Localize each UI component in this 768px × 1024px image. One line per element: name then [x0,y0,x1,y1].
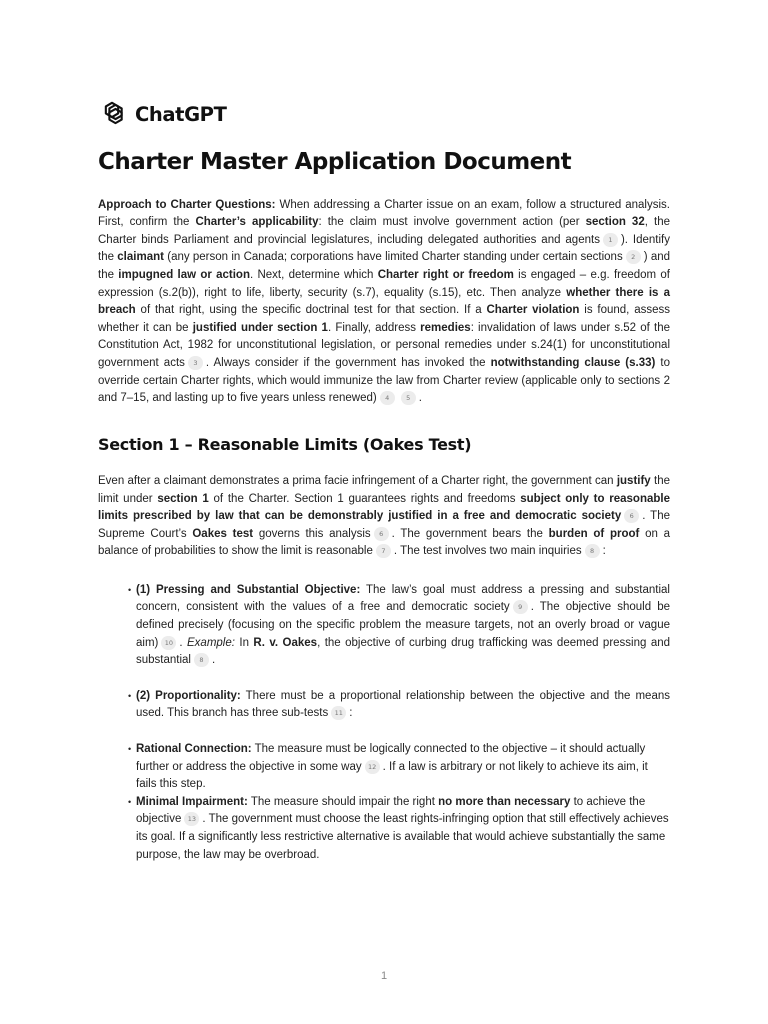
s1-bold: section 1 [157,492,209,505]
intro-text: of that right, using the specific doctrinal test for that section. If a [135,304,487,317]
intro-text: . Finally, address [327,321,421,334]
document-page [98,98,670,864]
intro-bold: justified under section 1 [192,321,328,334]
item-lead: (2) Proportionality: [136,689,241,702]
item-text: In [234,636,254,649]
openai-logo-icon [98,100,126,128]
intro-bold: Charter’s applicability [195,216,319,229]
intro-lead: Approach to Charter Questions: [98,198,276,211]
s1-text: governs this analysis [253,527,371,540]
item-bold: no more than necessary [438,795,571,808]
item-text: to achieve the objective [136,795,646,826]
intro-bold: Charter right or freedom [377,268,514,281]
item-text: : [349,707,353,720]
item-text: . [211,654,216,667]
item-text: The measure should impair the right [247,795,439,808]
footnote-badge[interactable]: 3 [188,356,203,370]
footnote-badge[interactable]: 11 [331,706,346,720]
intro-text: is found, assess whether it can be [98,304,670,334]
item-text: There must be a proportional relationship between the objective and the means used. This branch has three sub-tests [136,689,670,720]
proportionality-subtests-list [98,741,670,864]
intro-text: When addressing a Charter issue on an exam, follow a structured analysis. First, confirm the [98,198,670,229]
intro-text: (any person in Canada; corporations have limited Charter standing under certain sections [163,251,623,264]
item-text: The law’s goal must address a pressing and substantial concern, consistent with the values of a free and democratic society [136,583,670,614]
s1-text: Even after a claimant demonstrates a prima facie infringement of a Charter right, the government can [98,474,617,487]
document-title: Charter Master Application Document [98,149,572,175]
item-text: , the objective of curbing drug trafficking was deemed pressing and substantial [136,636,671,667]
item-lead: Minimal Impairment: [136,795,248,808]
s1-bold: burden of proof [548,527,640,540]
oakes-test-list [98,582,670,723]
footnote-badge[interactable]: 8 [585,544,600,558]
s1-text: . The government bears the [391,527,549,540]
footnote-badge[interactable]: 6 [374,527,389,541]
footnote-badge[interactable]: 6 [624,509,639,523]
intro-text: is engaged – e.g. freedom of expression (s.2(b)), right to life, liberty, security (s.7), equality (s.15), etc. Then analyze [98,268,671,299]
footnote-badge[interactable]: 2 [626,250,641,264]
intro-text: : invalidation of laws under s.52 of the Constitution Act, 1982 for unconstitutional legislation, or personal remedies under s.24(1) for unconstitutional government acts [98,321,670,369]
intro-text: ) and the [98,251,671,281]
item-text: . If a law is arbitrary or not likely to achieve its aim, it fails this step. [136,760,648,791]
footnote-badge[interactable]: 8 [194,653,209,667]
footnote-badge[interactable]: 1 [603,233,618,247]
footnote-badge[interactable]: 13 [184,812,199,826]
intro-bold: claimant [117,251,164,264]
intro-bold: notwithstanding clause (s.33) [490,356,656,369]
intro-text: . Always consider if the government has invoked the [205,356,491,369]
s1-text: on a balance of probabilities to show the limit is reasonable [98,527,670,558]
list-item-rational-connection [128,741,670,794]
section-heading: Section 1 – Reasonable Limits (Oakes Test) [98,434,472,454]
s1-text: the limit under [98,474,670,505]
intro-bold: Charter violation [486,304,580,317]
intro-text: ). Identify the [98,233,670,264]
list-item-objective [128,582,670,670]
intro-text: : the claim must involve government action (per [318,216,586,229]
item-italic: Example: [187,636,235,649]
footnote-badge[interactable]: 10 [161,636,176,650]
page-number: 1 [380,970,388,982]
footnote-badge[interactable]: 12 [365,760,380,774]
item-text: . The objective should be defined precisely (focusing on the specific problem the measure targets, not an overly broad or vague aim) [136,601,670,649]
intro-text: . [418,392,422,405]
intro-bold: whether there is a breach [98,286,670,317]
intro-text: . Next, determine which [249,268,378,281]
item-text: The measure must be logically connected to the objective – it should actually further or address the objective in some way [136,743,646,773]
intro-text: to override certain Charter rights, which would immunize the law from Charter review (applicable only to sections 2 and 7–15, and lasting up to five years unless renewed) [98,356,670,405]
item-text: . The government must choose the least rights-infringing option that still effectively achieves its goal. If a significantly less restrictive alternative is available that would achieve substantially the same purpose, the law may be overbroad. [136,813,669,861]
footnote-badge[interactable]: 9 [513,600,528,614]
section1-paragraph [98,473,670,561]
intro-text: , the Charter binds Parliament and provincial legislatures, including delegated authorities and agents [98,216,670,246]
intro-bold: section 32 [585,216,645,229]
s1-bold: subject only to reasonable limits prescribed by law that can be demonstrably justified in a free and democratic society [98,492,670,523]
brand-name: ChatGPT [135,102,227,126]
s1-text: : [602,545,606,558]
intro-bold: remedies [420,321,471,334]
footnote-badge[interactable]: 7 [376,544,391,558]
s1-bold: justify [616,474,651,487]
s1-text: . The test involves two main inquiries [393,545,582,558]
list-item-proportionality [128,688,670,723]
footnote-badge[interactable]: 5 [401,391,416,405]
list-item-minimal-impairment [128,794,670,864]
s1-text: of the Charter. Section 1 guarantees rights and freedoms [208,492,521,505]
item-lead: Rational Connection: [136,743,252,756]
item-text: . [179,636,188,649]
s1-bold: Oakes test [192,527,254,540]
item-lead: (1) Pressing and Substantial Objective: [136,583,361,596]
intro-paragraph [98,197,670,408]
intro-bold: impugned law or action [118,268,250,281]
s1-text: . The Supreme Court’s [98,510,671,540]
brand-header [98,98,670,130]
item-bold: R. v. Oakes [253,636,318,649]
footnote-badge[interactable]: 4 [380,391,395,405]
